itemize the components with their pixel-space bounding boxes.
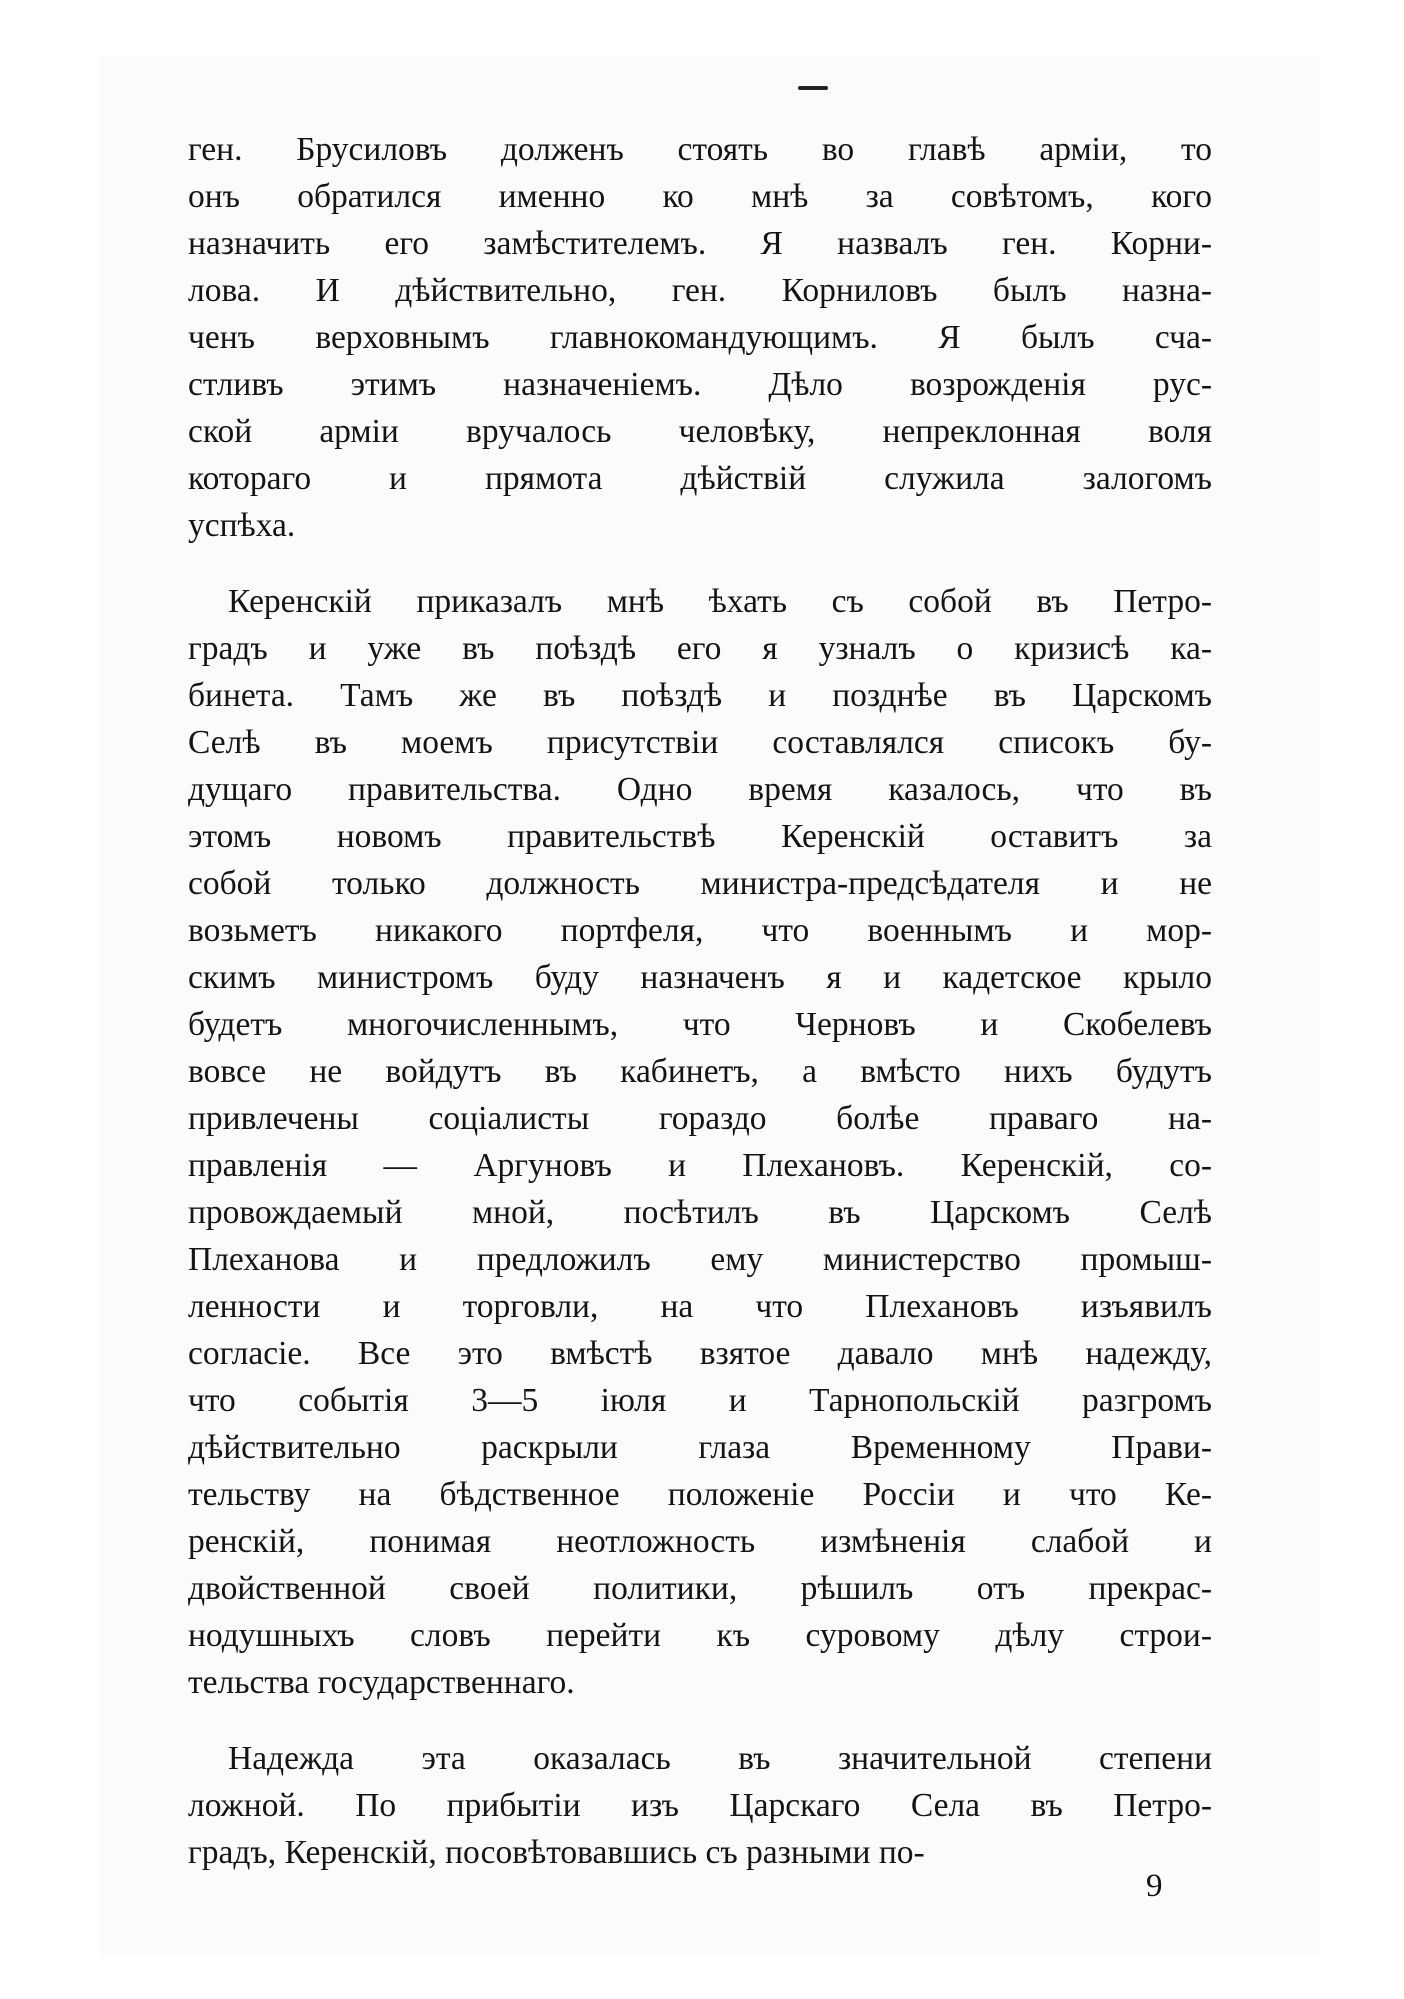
text-line: согласіе. Все это вмѣстѣ взятое давало мнѣ надежду, [188, 1335, 1212, 1372]
text-line: вовсе не войдутъ въ кабинетъ, а вмѣсто нихъ будутъ [188, 1053, 1212, 1090]
text-line: тельству на бѣдственное положеніе Россіи и что Ке- [188, 1476, 1212, 1513]
paragraph-2 [188, 578, 1212, 1706]
text-line: котораго и прямота дѣйствій служила залогомъ [188, 460, 1212, 497]
text-line: ченъ верховнымъ главнокомандующимъ. Я былъ сча- [188, 319, 1212, 356]
text-line: бинета. Тамъ же въ поѣздѣ и позднѣе въ Царскомъ [188, 677, 1212, 714]
text-line: что событія 3—5 іюля и Тарнопольскій разгромъ [188, 1382, 1212, 1419]
text-line: ген. Брусиловъ долженъ стоять во главѣ арміи, то [188, 131, 1212, 168]
text-line: дѣйствительно раскрыли глаза Временному Прави- [188, 1429, 1212, 1466]
text-line: Надежда эта оказалась въ значительной степени [228, 1740, 1212, 1777]
text-line: ренскій, понимая неотложность измѣненія слабой и [188, 1523, 1212, 1560]
text-line: ленности и торговли, на что Плехановъ изъявилъ [188, 1288, 1212, 1325]
text-line: нодушныхъ словъ перейти къ суровому дѣлу строи- [188, 1617, 1212, 1654]
text-line: ской арміи вручалось человѣку, непреклонная воля [188, 413, 1212, 450]
text-line: ложной. По прибытіи изъ Царскаго Села въ Петро- [188, 1787, 1212, 1824]
text-line: онъ обратился именно ко мнѣ за совѣтомъ, кого [188, 178, 1212, 215]
text-line: двойственной своей политики, рѣшилъ отъ прекрас- [188, 1570, 1212, 1607]
text-line: возьметъ никакого портфеля, что военнымъ и мор- [188, 912, 1212, 949]
text-line: дущаго правительства. Одно время казалось, что въ [188, 771, 1212, 808]
text-line: тельства государственнаго. [188, 1664, 575, 1701]
text-line: лова. И дѣйствительно, ген. Корниловъ былъ назна- [188, 272, 1212, 309]
text-line: назначить его замѣстителемъ. Я назвалъ ген. Корни- [188, 225, 1212, 262]
text-line: Плеханова и предложилъ ему министерство промыш- [188, 1241, 1212, 1278]
text-line: градъ, Керенскій, посовѣтовавшись съ разными по- [188, 1834, 925, 1871]
text-line: градъ и уже въ поѣздѣ его я узналъ о кризисѣ ка- [188, 630, 1212, 667]
text-line: провождаемый мной, посѣтилъ въ Царскомъ Селѣ [188, 1194, 1212, 1231]
text-line: Керенскій приказалъ мнѣ ѣхать съ собой въ Петро- [228, 583, 1212, 620]
text-line: привлечены соціалисты гораздо болѣе праваго на- [188, 1100, 1212, 1137]
header-dash [798, 86, 828, 90]
page-number: 9 [1146, 1868, 1163, 1904]
body-text [188, 126, 1212, 1876]
text-line: Селѣ въ моемъ присутствіи составлялся списокъ бу- [188, 724, 1212, 761]
paragraph-1 [188, 126, 1212, 549]
text-line: правленія — Аргуновъ и Плехановъ. Керенскій, со- [188, 1147, 1212, 1184]
text-line: стливъ этимъ назначеніемъ. Дѣло возрожденія рус- [188, 366, 1212, 403]
text-line: будетъ многочисленнымъ, что Черновъ и Скобелевъ [188, 1006, 1212, 1043]
text-line: собой только должность министра-предсѣдателя и не [188, 865, 1212, 902]
text-line: скимъ министромъ буду назначенъ я и кадетское крыло [188, 959, 1212, 996]
paragraph-3 [188, 1735, 1212, 1876]
text-line: этомъ новомъ правительствѣ Керенскій оставитъ за [188, 818, 1212, 855]
text-line: успѣха. [188, 507, 296, 544]
